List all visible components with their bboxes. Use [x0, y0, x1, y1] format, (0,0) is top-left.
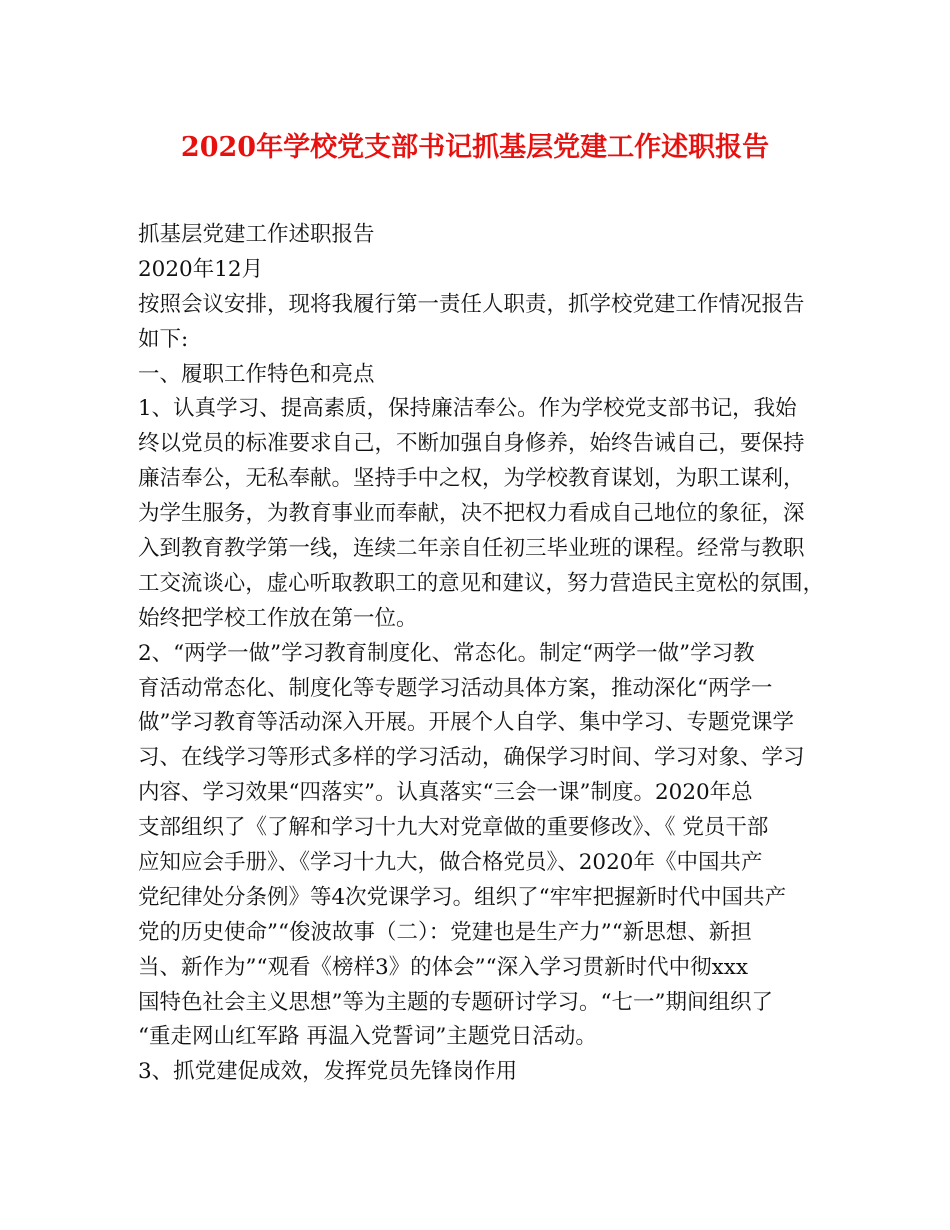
body-line: 育活动常态化、制度化等专题学习活动具体方案，推动深化“两学一: [138, 675, 773, 701]
body-line: 一、履职工作特色和亮点: [138, 361, 375, 387]
body-line: 习、在线学习等形式多样的学习活动，确保学习时间、学习对象、学习: [138, 745, 805, 771]
body-line: 廉洁奉公，无私奉献。坚持手中之权，为学校教育谋划，为职工谋利，: [138, 466, 805, 492]
body-line: 做”学习教育等活动深入开展。开展个人自学、集中学习、专题党课学: [138, 710, 794, 736]
body-line: “重走网山红军路 再温入党誓词”主题党日活动。: [138, 1024, 597, 1050]
body-line: 入到教育教学第一线，连续二年亲自任初三毕业班的课程。经常与教职: [138, 536, 805, 562]
body-line: 始终把学校工作放在第一位。: [138, 605, 418, 631]
body-line: 工交流谈心，虚心听取教职工的意见和建议，努力营造民主宽松的氛围，: [138, 570, 825, 596]
body-line: 党纪律处分条例》等4次党课学习。组织了“牢牢把握新时代中国共产: [138, 884, 787, 910]
body-line: 应知应会手册》、《学习十九大，做合格党员》、2020年《中国共产: [138, 850, 763, 876]
body-line: 按照会议安排，现将我履行第一责任人职责，抓学校党建工作情况报告: [138, 291, 805, 317]
body-line: 3、抓党建促成效，发挥党员先锋岗作用: [138, 1059, 518, 1085]
document-body: [138, 218, 824, 1090]
body-line: 抓基层党建工作述职报告: [138, 222, 375, 247]
body-line: 当、新作为”“观看《榜样3》的体会”“深入学习贯新时代中彻xxx: [138, 954, 749, 980]
body-line: 1、认真学习、提高素质，保持廉洁奉公。作为学校党支部书记，我始: [138, 396, 797, 422]
body-line: 支部组织了《了解和学习十九大对党章做的重要修改》、《 党员干部: [138, 815, 769, 841]
body-line: 2、“两学一做”学习教育制度化、常态化。制定“两学一做”学习教: [138, 640, 755, 666]
body-line: 党的历史使命”“俊波故事（二）：党建也是生产力”“新思想、新担: [138, 919, 752, 945]
body-line: 如下:: [138, 326, 189, 352]
body-line: 2020年12月: [138, 256, 264, 282]
body-line: 为学生服务，为教育事业而奉献，决不把权力看成自己地位的象征，深: [138, 501, 805, 527]
body-line: 内容、学习效果“四落实”。认真落实“三会一课”制度。2020年总: [138, 780, 753, 806]
body-line: 终以党员的标准要求自己，不断加强自身修养，始终告诫自己，要保持: [138, 431, 805, 457]
document-title: 2020年学校党支部书记抓基层党建工作述职报告: [180, 132, 770, 163]
body-line: 国特色社会主义思想”等为主题的专题研讨学习。“七一”期间组织了: [138, 989, 773, 1015]
